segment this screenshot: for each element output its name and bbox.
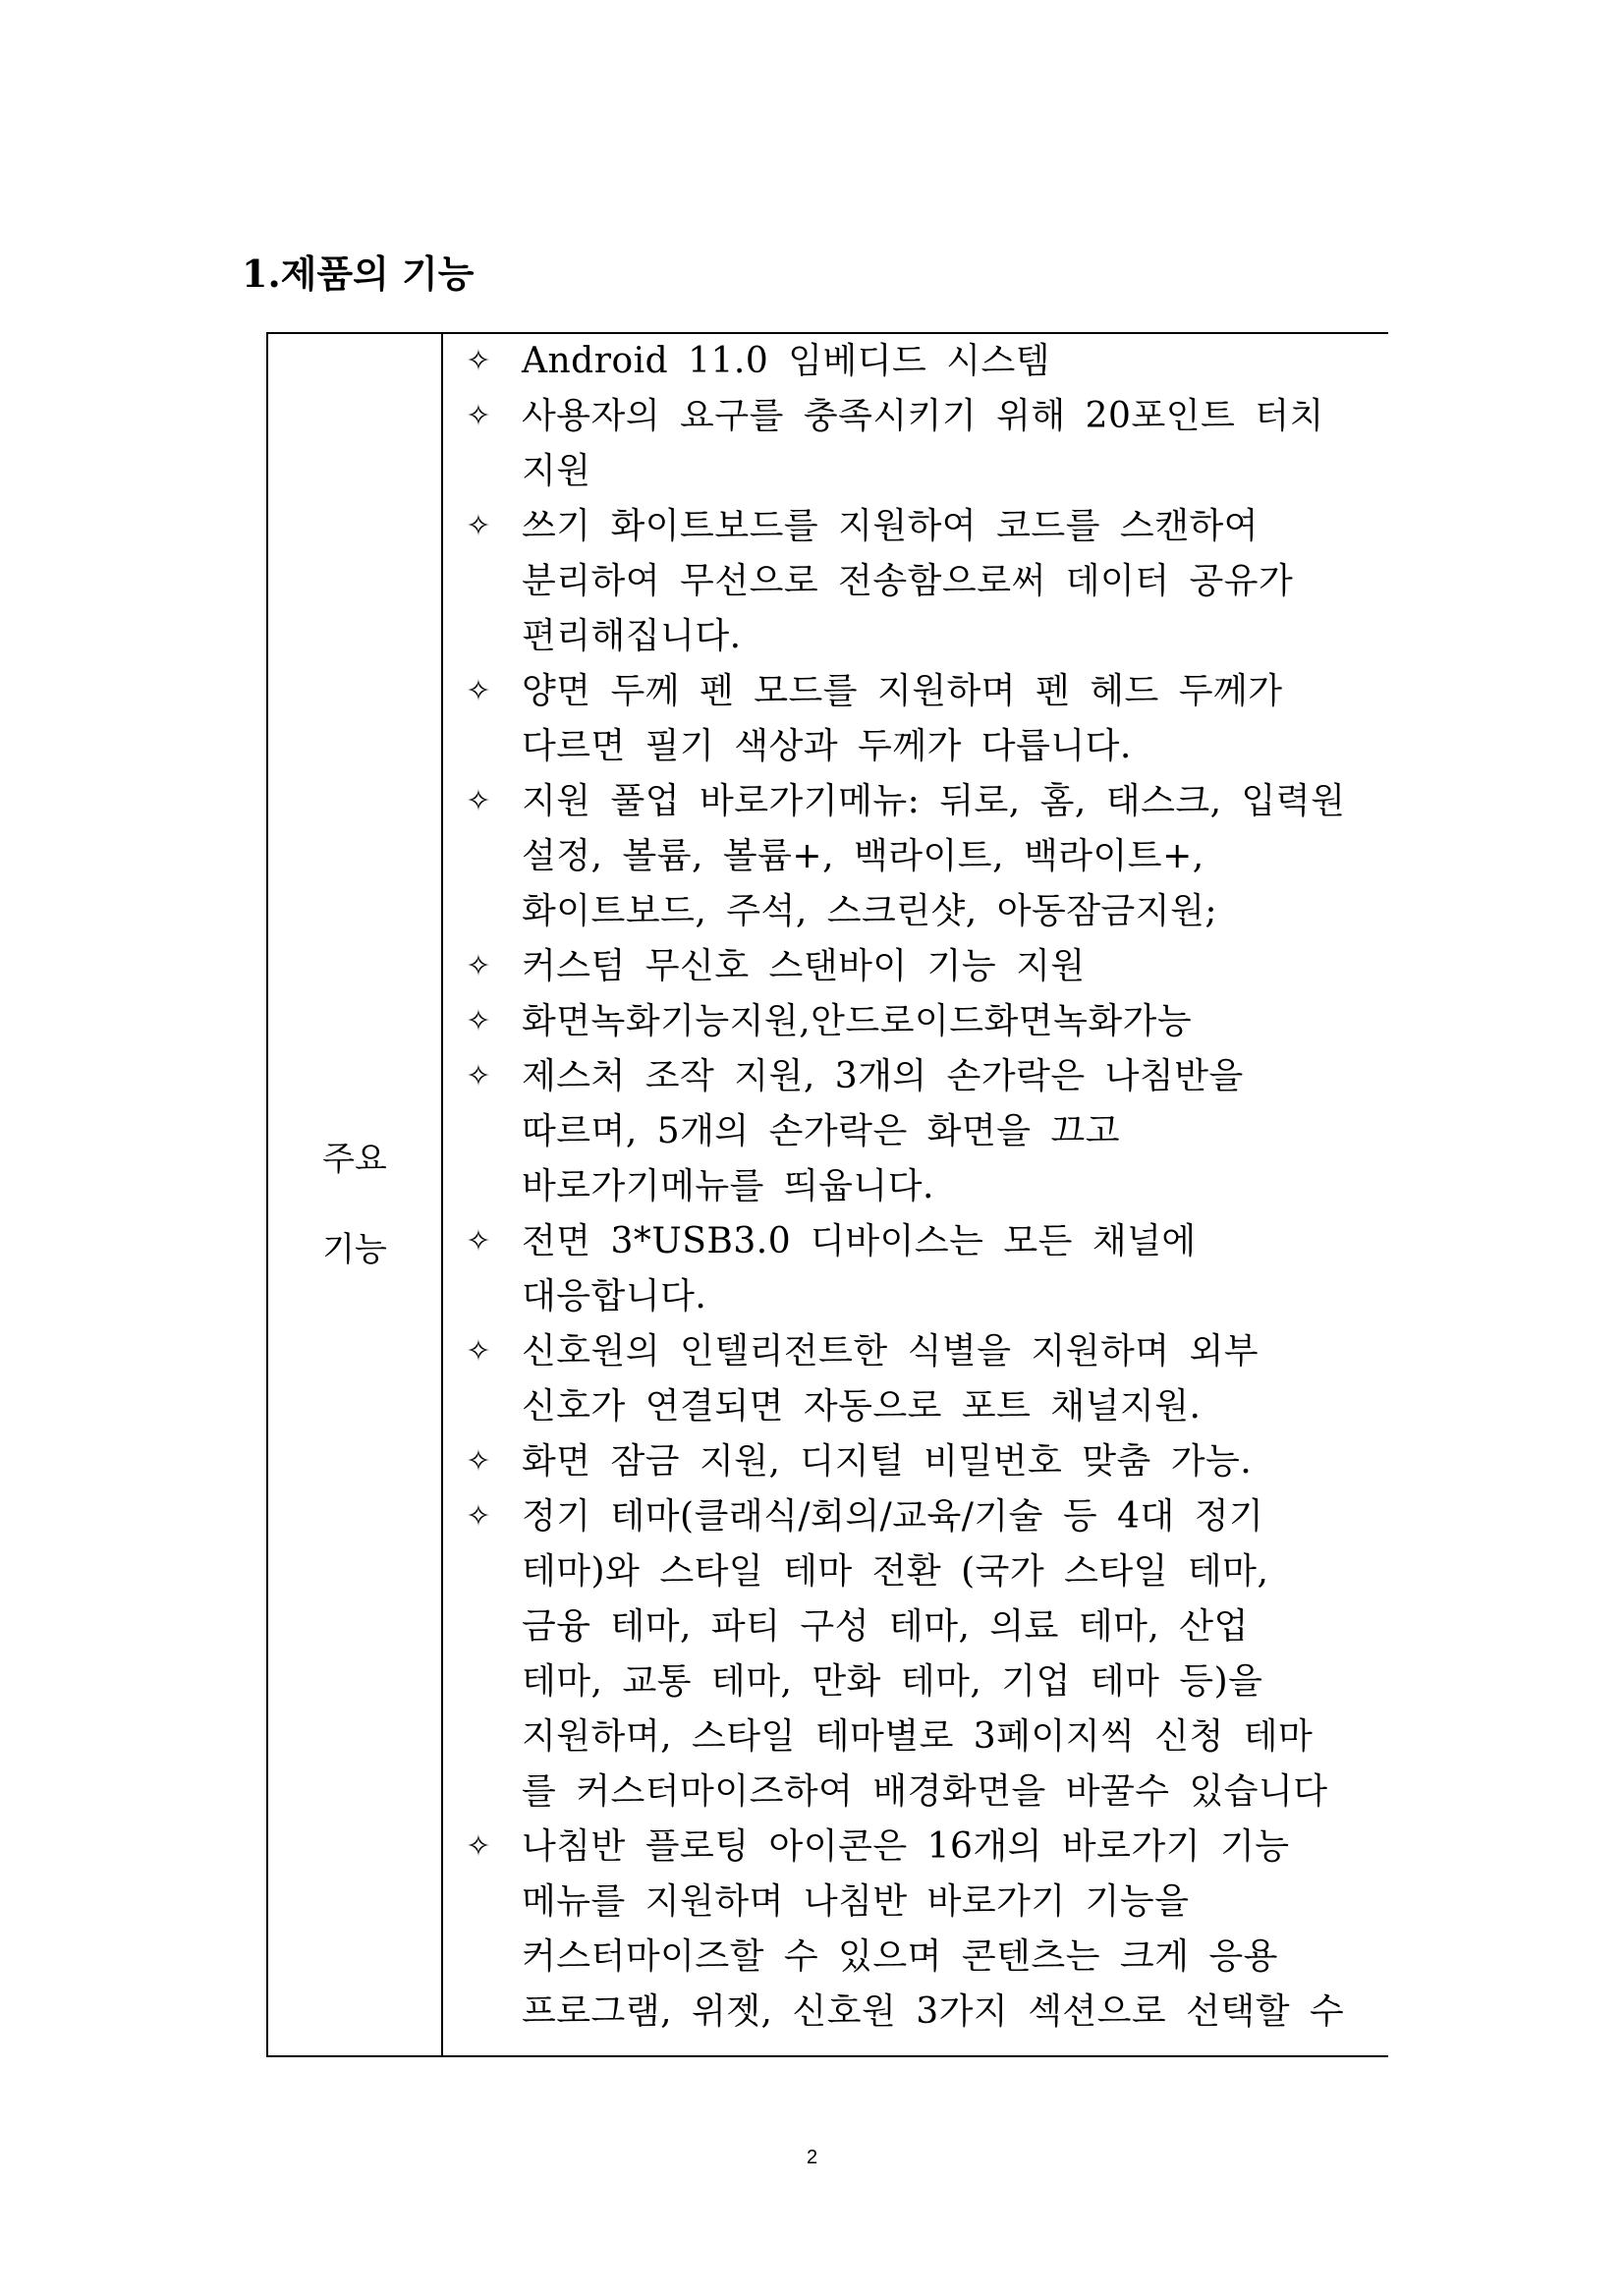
feature-text-line: 따르며, 5개의 손가락은 화면을 끄고 <box>522 1111 1120 1151</box>
feature-text-line: 프로그램, 위젯, 신호원 3가지 섹션으로 선택할 수 <box>522 1991 1345 2032</box>
diamond-bullet-icon: ✧ <box>466 1224 491 1259</box>
feature-text-line: 설정, 볼륨, 볼륨+, 백라이트, 백라이트+, <box>522 836 1204 876</box>
feature-text-line: 제스처 조작 지원, 3개의 손가락은 나침반을 <box>522 1056 1244 1096</box>
diamond-bullet-icon: ✧ <box>466 1334 491 1369</box>
feature-list <box>443 334 1388 2040</box>
feature-text-line: 다르면 필기 색상과 두께가 다릅니다. <box>522 726 1132 766</box>
feature-item <box>443 1489 1388 1820</box>
diamond-bullet-icon: ✧ <box>466 1829 491 1864</box>
category-label-line: 기능 <box>322 1230 387 1269</box>
feature-item <box>443 939 1388 994</box>
feature-text-line: 편리해집니다. <box>522 616 742 656</box>
feature-text-line: 화이트보드, 주석, 스크린샷, 아동잠금지원; <box>522 891 1217 931</box>
feature-text-line: 사용자의 요구를 충족시키기 위해 20포인트 터치 <box>522 396 1324 436</box>
diamond-bullet-icon: ✧ <box>466 1444 491 1479</box>
feature-text-line: 메뉴를 지원하며 나침반 바로가기 기능을 <box>522 1881 1190 1922</box>
diamond-bullet-icon: ✧ <box>466 1004 491 1038</box>
feature-text-line: 바로가기메뉴를 띄웁니다. <box>522 1166 934 1206</box>
feature-text-line: 양면 두께 펜 모드를 지원하며 펜 헤드 두께가 <box>522 671 1283 711</box>
feature-text-line: 지원하며, 스타일 테마별로 3페이지씩 신청 테마 <box>522 1716 1314 1757</box>
diamond-bullet-icon: ✧ <box>466 1499 491 1534</box>
feature-item <box>443 1434 1388 1489</box>
feature-item <box>443 334 1388 389</box>
feature-content-cell <box>443 334 1388 2055</box>
feature-text-line: 대응합니다. <box>522 1276 707 1316</box>
feature-text-line: 정기 테마(클래식/회의/교육/기술 등 4대 정기 <box>522 1496 1264 1537</box>
feature-text-line: 금융 테마, 파티 구성 테마, 의료 테마, 산업 <box>522 1606 1249 1647</box>
feature-item <box>443 389 1388 499</box>
feature-text-line: 를 커스터마이즈하여 배경화면을 바꿀수 있습니다 <box>522 1771 1328 1812</box>
feature-item <box>443 1214 1388 1324</box>
feature-item <box>443 499 1388 664</box>
page-title: 1.제품의 기능 <box>242 252 475 296</box>
diamond-bullet-icon: ✧ <box>466 509 491 543</box>
page-number: 2 <box>806 2147 818 2168</box>
feature-text-line: 나침반 플로팅 아이콘은 16개의 바로가기 기능 <box>522 1826 1290 1867</box>
feature-text-line: 전면 3*USB3.0 디바이스는 모든 채널에 <box>522 1221 1197 1261</box>
feature-text-line: 분리하여 무선으로 전송함으로써 데이터 공유가 <box>522 561 1294 601</box>
feature-text-line: 테마, 교통 테마, 만화 테마, 기업 테마 등)을 <box>522 1661 1263 1702</box>
feature-text-line: 신호가 연결되면 자동으로 포트 채널지원. <box>522 1386 1202 1427</box>
feature-item <box>443 1324 1388 1434</box>
feature-text-line: 커스텀 무신호 스탠바이 기능 지원 <box>522 946 1086 986</box>
feature-text-line: 신호원의 인텔리전트한 식별을 지원하며 외부 <box>522 1331 1260 1372</box>
diamond-bullet-icon: ✧ <box>466 344 491 378</box>
feature-text-line: 쓰기 화이트보드를 지원하여 코드를 스캔하여 <box>522 506 1260 546</box>
feature-item <box>443 664 1388 774</box>
category-label-cell <box>268 334 443 2055</box>
feature-item <box>443 1820 1388 2040</box>
feature-text-line: 화면녹화기능지원,안드로이드화면녹화가능 <box>522 1001 1193 1041</box>
diamond-bullet-icon: ✧ <box>466 399 491 433</box>
feature-text-line: 지원 풀업 바로가기메뉴: 뒤로, 홈, 태스크, 입력원 <box>522 781 1346 821</box>
feature-text-line: 지원 <box>522 451 591 491</box>
feature-item <box>443 994 1388 1049</box>
feature-table <box>266 332 1388 2057</box>
diamond-bullet-icon: ✧ <box>466 949 491 983</box>
feature-text-line: 테마)와 스타일 테마 전환 (국가 스타일 테마, <box>522 1551 1269 1592</box>
feature-text-line: 화면 잠금 지원, 디지털 비밀번호 맞춤 가능. <box>522 1441 1253 1482</box>
diamond-bullet-icon: ✧ <box>466 1059 491 1093</box>
category-label-line: 주요 <box>322 1140 387 1179</box>
feature-item <box>443 774 1388 939</box>
diamond-bullet-icon: ✧ <box>466 784 491 818</box>
diamond-bullet-icon: ✧ <box>466 674 491 708</box>
feature-text-line: 커스터마이즈할 수 있으며 콘텐츠는 크게 응용 <box>522 1936 1278 1977</box>
feature-item <box>443 1049 1388 1214</box>
feature-text-line: Android 11.0 임베디드 시스템 <box>522 341 1051 381</box>
